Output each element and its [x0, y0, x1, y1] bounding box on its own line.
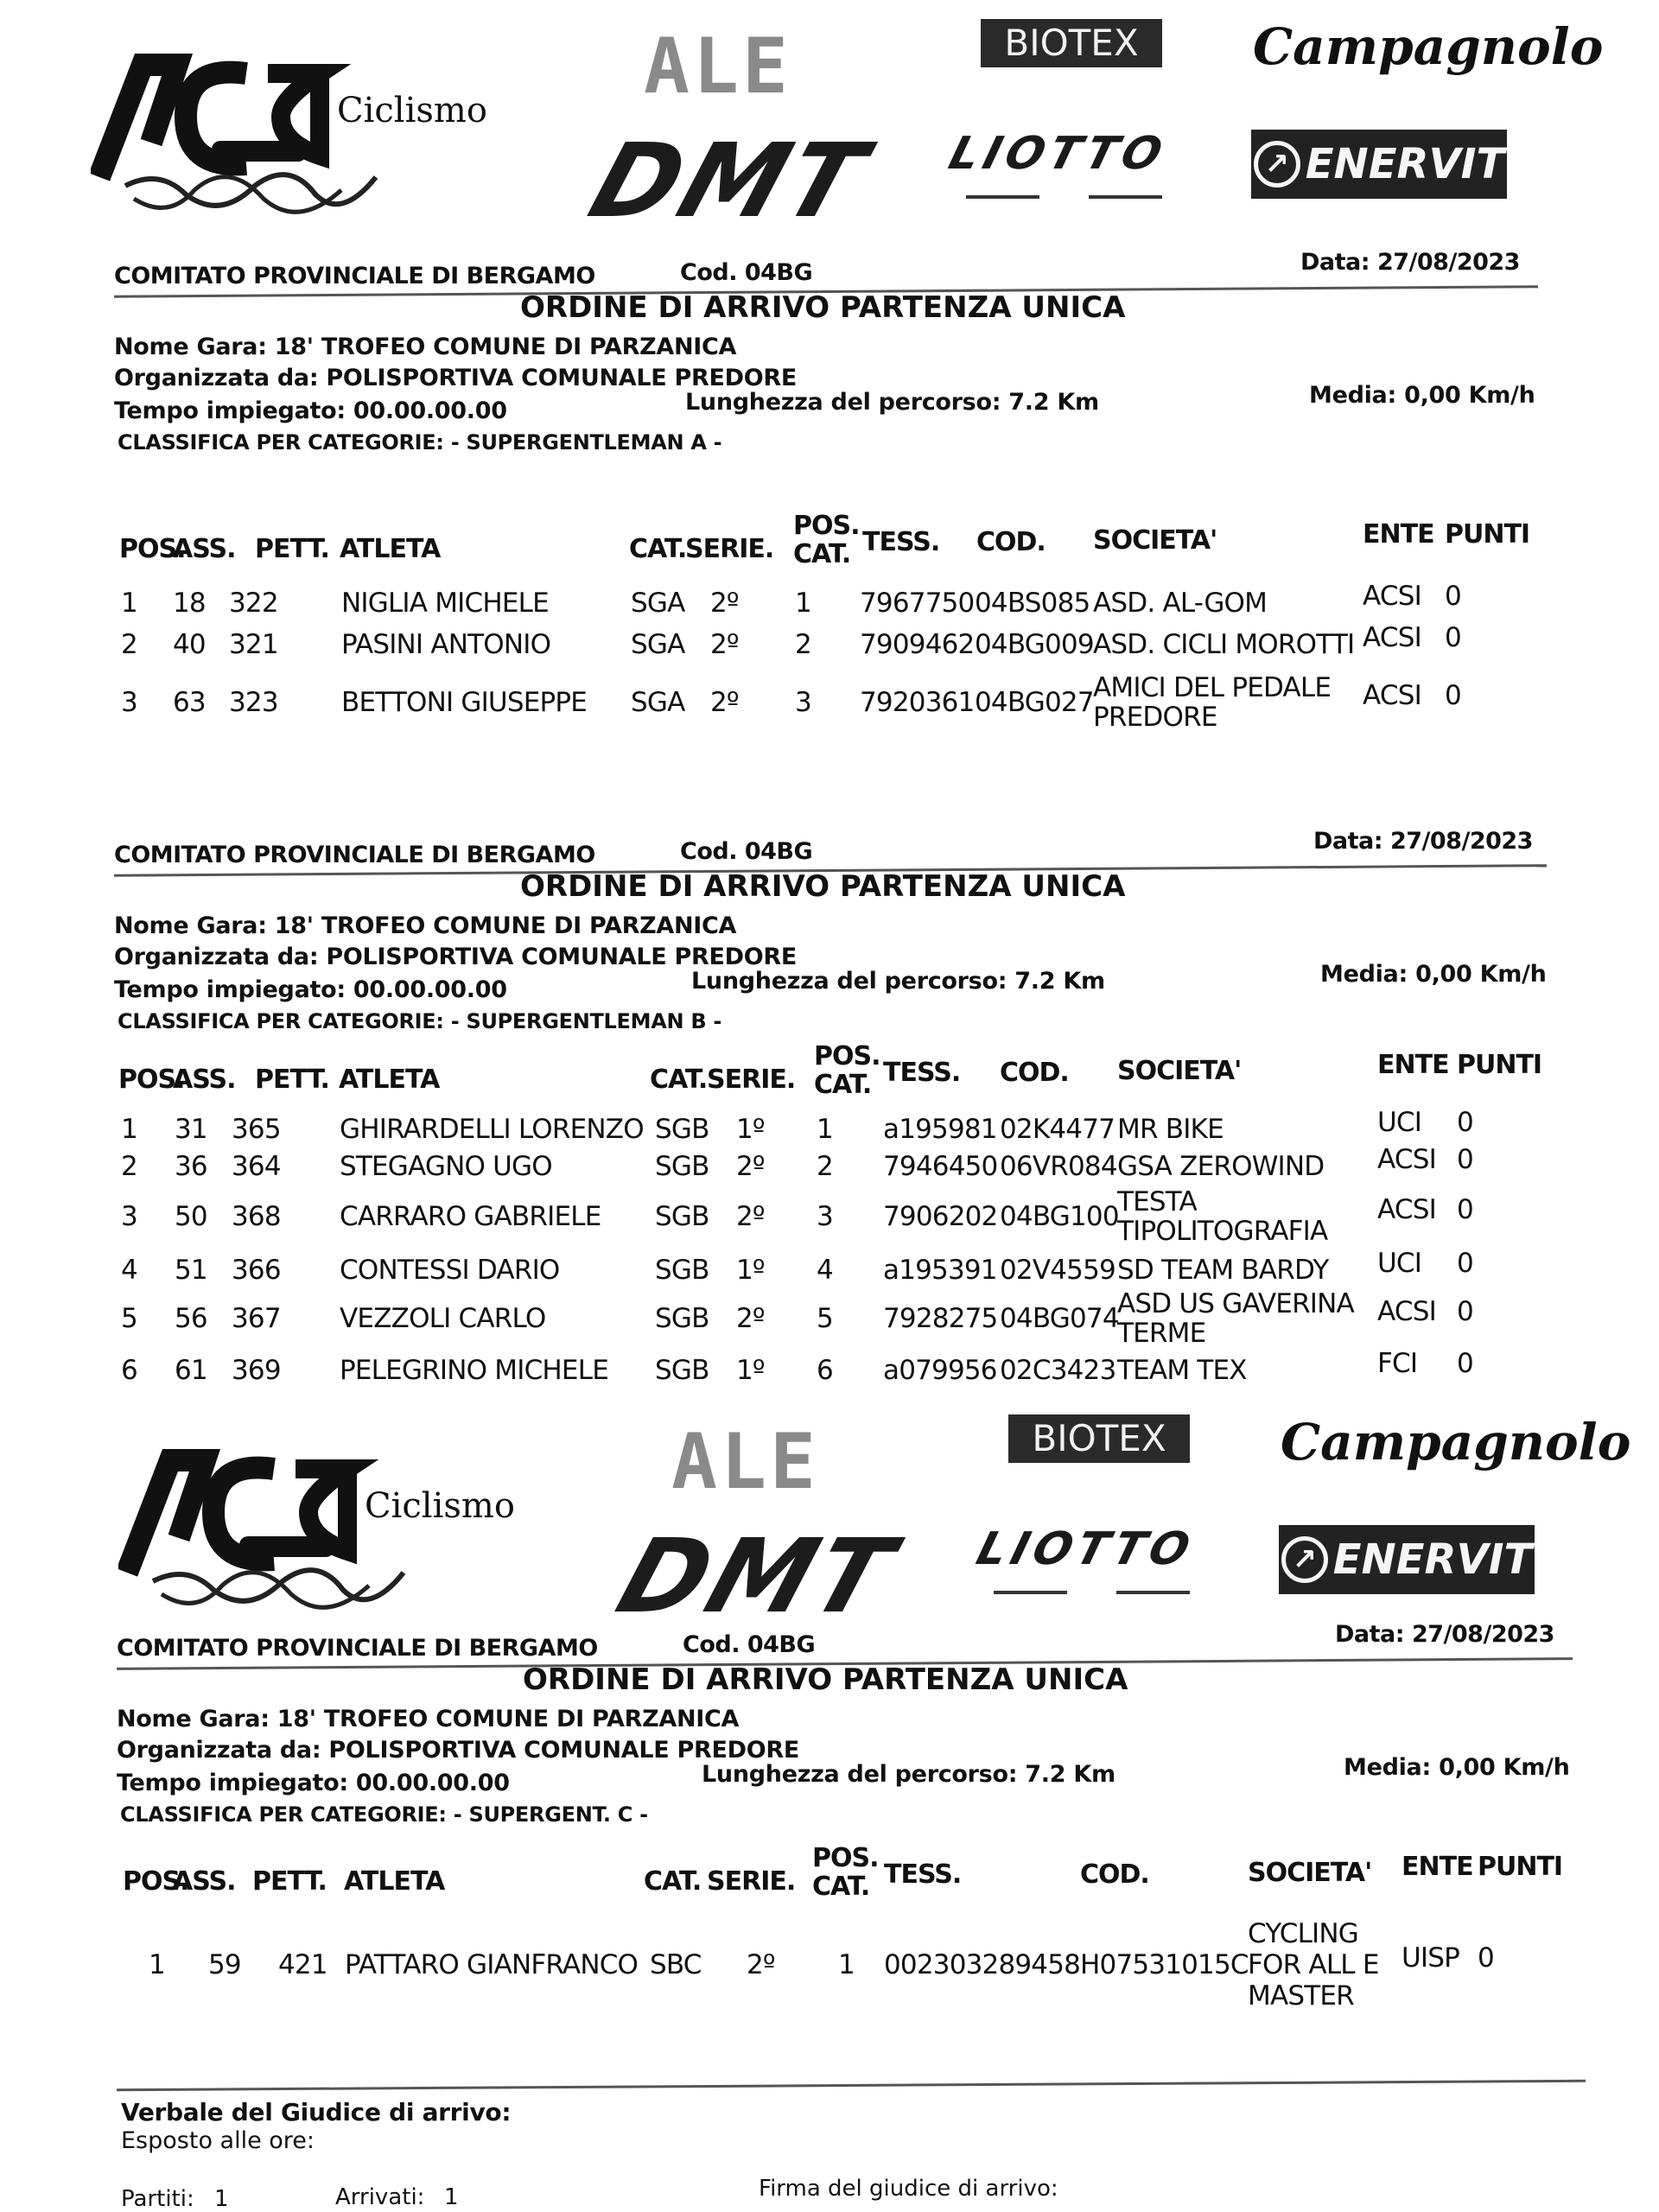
cell-punti: 0 [1457, 1194, 1473, 1225]
col-pos-header: POS. [119, 534, 186, 564]
cell-poscat: 4 [817, 1255, 833, 1286]
col-ente-header: ENTE [1402, 1852, 1473, 1882]
cell-atleta: CONTESSI DARIO [340, 1255, 560, 1286]
col-ass-header: ASS. [173, 1065, 236, 1095]
cell-pett: 323 [229, 687, 278, 718]
cell-cod: 04BG009 [975, 629, 1094, 660]
col-atleta-header: ATLETA [339, 1065, 440, 1095]
biotex-text: BIOTEX [1004, 22, 1139, 64]
cell-punti: 0 [1457, 1107, 1473, 1138]
cell-ass: 51 [175, 1255, 207, 1286]
cell-societa: TIPOLITOGRAFIA [1117, 1216, 1328, 1247]
cell-tess: 7909462 [860, 629, 975, 660]
cell-serie: 1º [736, 1114, 765, 1145]
cell-serie: 2º [710, 687, 739, 718]
cell-ente: ACSI [1363, 581, 1421, 612]
cell-pett: 322 [229, 588, 278, 619]
cell-cat: SGB [655, 1114, 709, 1145]
lunghezza-percorso: Lunghezza del percorso: 7.2 Km [685, 389, 1099, 416]
cell-tess: 7967750 [860, 588, 975, 619]
cell-pett: 364 [232, 1151, 281, 1182]
nome-gara: Nome Gara: 18' TROFEO COMUNE DI PARZANICA [117, 1706, 740, 1732]
col-cat-header: CAT. [629, 534, 687, 564]
col-punti-header: PUNTI [1478, 1852, 1563, 1882]
cell-cod: H07531015C [1080, 1949, 1249, 1980]
col-poscat-header-line1: POS. [814, 1041, 880, 1071]
media: Media: 0,00 Km/h [1309, 382, 1535, 409]
cell-cod: 04BG027 [975, 687, 1094, 718]
comitato-label: COMITATO PROVINCIALE DI BERGAMO [117, 1635, 598, 1662]
cell-societa: TEAM TEX [1117, 1355, 1247, 1386]
col-tess-header: TESS. [883, 1058, 961, 1088]
cell-pett: 369 [232, 1355, 281, 1386]
verbale-label: Verbale del Giudice di arrivo: [121, 2098, 512, 2126]
cell-societa: AMICI DEL PEDALE [1093, 672, 1332, 703]
cell-societa: MASTER [1248, 1980, 1354, 2012]
data-label: Data: 27/08/2023 [1313, 828, 1533, 855]
cell-ass: 56 [175, 1303, 207, 1334]
col-poscat-header-line2: CAT. [793, 539, 851, 569]
cell-ass: 50 [175, 1201, 207, 1232]
cell-pos: 2 [121, 629, 137, 660]
comitato-label: COMITATO PROVINCIALE DI BERGAMO [114, 263, 595, 289]
liotto-text: LIOTTO [970, 1523, 1201, 1575]
enervit-logo [1279, 1525, 1535, 1594]
cell-societa: ASD. CICLI MOROTTI [1093, 629, 1355, 660]
cell-cod: 02V4559 [1000, 1255, 1116, 1286]
tempo-impiegato: Tempo impiegato: 00.00.00.00 [114, 397, 507, 424]
cell-ente: UCI [1377, 1107, 1422, 1138]
cell-societa: ASD. AL-GOM [1093, 588, 1268, 619]
cell-ass: 40 [173, 629, 206, 660]
cell-atleta: GHIRARDELLI LORENZO [340, 1114, 644, 1145]
cell-ass: 59 [208, 1949, 241, 1980]
cell-cat: SGB [655, 1355, 709, 1386]
cell-poscat: 1 [795, 588, 811, 619]
cod-label: Cod. 04BG [680, 838, 813, 865]
cell-poscat: 6 [817, 1355, 833, 1386]
cell-pett: 365 [232, 1114, 281, 1145]
col-cat-header: CAT. [644, 1866, 702, 1897]
cell-punti: 0 [1445, 581, 1461, 612]
col-cod-header: COD. [1000, 1058, 1069, 1088]
esposto-label: Esposto alle ore: [121, 2127, 315, 2154]
cell-atleta: STEGAGNO UGO [340, 1151, 552, 1182]
cell-ass: 63 [173, 687, 206, 718]
cell-atleta: PASINI ANTONIO [341, 629, 551, 660]
cell-societa: TESTA [1117, 1186, 1197, 1217]
cell-poscat: 1 [817, 1114, 833, 1145]
col-cod-header: COD. [1080, 1859, 1149, 1890]
page-title: ORDINE DI ARRIVO PARTENZA UNICA [520, 869, 1126, 904]
col-tess-header: TESS. [862, 527, 940, 557]
cell-pett: 321 [229, 629, 278, 660]
campagnolo-logo: Campagnolo [1281, 1413, 1631, 1471]
col-serie-header: SERIE. [707, 1866, 796, 1897]
cell-cat: SGA [631, 588, 685, 619]
cell-tess: 7906202 [883, 1201, 998, 1232]
cell-atleta: CARRARO GABRIELE [340, 1201, 601, 1232]
organizzata-da: Organizzata da: POLISPORTIVA COMUNALE PREDORE [114, 944, 798, 970]
liotto-logo [970, 1523, 1229, 1575]
col-poscat-header-line1: POS. [793, 511, 860, 541]
col-pett-header: PETT. [255, 1065, 329, 1095]
liotto-text: LIOTTO [943, 128, 1173, 180]
arrivati-label: Arrivati: [335, 2184, 425, 2210]
col-pos-header: POS. [118, 1065, 185, 1095]
page-title: ORDINE DI ARRIVO PARTENZA UNICA [520, 290, 1126, 325]
partiti-label: Partiti: [121, 2186, 194, 2212]
cell-poscat: 2 [817, 1151, 833, 1182]
acsi-logo [91, 48, 523, 220]
cell-punti: 0 [1445, 622, 1461, 653]
cell-poscat: 3 [795, 687, 811, 718]
col-serie-header: SERIE. [685, 534, 774, 564]
organizzata-da: Organizzata da: POLISPORTIVA COMUNALE PREDORE [114, 365, 798, 391]
data-label: Data: 27/08/2023 [1300, 249, 1520, 276]
cell-cod: 02C3423 [1000, 1355, 1116, 1386]
partiti-value: 1 [214, 2186, 229, 2212]
col-punti-header: PUNTI [1457, 1050, 1542, 1080]
acsi-ciclismo-text: Ciclismo [365, 1486, 515, 1526]
cell-pos: 1 [121, 1114, 137, 1145]
cell-societa: TERME [1117, 1318, 1206, 1349]
col-poscat-header-line2: CAT. [812, 1872, 870, 1902]
cell-poscat: 2 [795, 629, 811, 660]
col-poscat-header-line1: POS. [812, 1843, 879, 1873]
cell-punti: 0 [1457, 1348, 1473, 1379]
enervit-arrow-icon: ↗ [1254, 141, 1300, 188]
nome-gara: Nome Gara: 18' TROFEO COMUNE DI PARZANICA [114, 334, 737, 360]
col-ass-header: ASS. [173, 534, 236, 564]
cell-pos: 1 [121, 588, 137, 619]
cell-ente: ACSI [1377, 1144, 1436, 1175]
cell-atleta: PELEGRINO MICHELE [340, 1355, 608, 1386]
cell-societa: ASD US GAVERINA [1117, 1288, 1354, 1319]
col-societa-header: SOCIETA' [1093, 525, 1217, 556]
cell-ass: 31 [175, 1114, 207, 1145]
cell-ass: 61 [175, 1355, 207, 1386]
cell-cat: SGB [655, 1201, 709, 1232]
col-tess-header: TESS. [884, 1859, 962, 1890]
col-ass-header: ASS. [173, 1866, 236, 1897]
enervit-arrow-icon: ↗ [1281, 1536, 1328, 1583]
cell-poscat: 5 [817, 1303, 833, 1334]
firma-label: Firma del giudice di arrivo: [759, 2176, 1058, 2202]
dmt-logo: DMT [604, 1516, 910, 1636]
cell-tess: 7920361 [860, 687, 975, 718]
cell-societa: SD TEAM BARDY [1117, 1255, 1329, 1286]
cell-serie: 1º [736, 1355, 765, 1386]
cell-atleta: VEZZOLI CARLO [340, 1303, 546, 1334]
cell-serie: 2º [736, 1151, 765, 1182]
cell-punti: 0 [1478, 1942, 1494, 1974]
dmt-logo: DMT [576, 121, 882, 240]
col-atleta-header: ATLETA [340, 534, 441, 564]
cell-tess: 002303289458 [884, 1949, 1081, 1980]
arrivati-value: 1 [444, 2184, 459, 2210]
col-ente-header: ENTE [1363, 519, 1434, 550]
comitato-label: COMITATO PROVINCIALE DI BERGAMO [114, 842, 595, 868]
cell-ente: ACSI [1363, 680, 1421, 711]
col-societa-header: SOCIETA' [1248, 1858, 1372, 1888]
cell-ente: UISP [1402, 1942, 1460, 1974]
cell-serie: 1º [736, 1255, 765, 1286]
col-pett-header: PETT. [252, 1866, 327, 1897]
cell-atleta: NIGLIA MICHELE [341, 588, 549, 619]
cell-pos: 2 [121, 1151, 137, 1182]
cell-cod: 06VR084 [1000, 1151, 1117, 1182]
cell-cod: 04BG074 [1000, 1303, 1119, 1334]
cell-atleta: BETTONI GIUSEPPE [341, 687, 588, 718]
cell-tess: a079956 [883, 1355, 997, 1386]
cell-cod: 04BG100 [1000, 1201, 1119, 1232]
data-label: Data: 27/08/2023 [1335, 1621, 1554, 1648]
cell-cod: 02K4477 [1000, 1114, 1116, 1145]
cell-tess: a195391 [883, 1255, 997, 1286]
col-poscat-header-line2: CAT. [814, 1070, 872, 1100]
cell-ente: UCI [1377, 1248, 1422, 1279]
col-pos-header: POS. [123, 1866, 189, 1897]
organizzata-da: Organizzata da: POLISPORTIVA COMUNALE PREDORE [117, 1737, 800, 1764]
cell-pos: 4 [121, 1255, 137, 1286]
cell-societa: PREDORE [1093, 702, 1217, 733]
cell-ente: ACSI [1377, 1194, 1436, 1225]
cell-pos: 6 [121, 1355, 137, 1386]
cell-ente: ACSI [1363, 622, 1421, 653]
lunghezza-percorso: Lunghezza del percorso: 7.2 Km [702, 1761, 1116, 1788]
cell-serie: 2º [747, 1949, 775, 1980]
col-punti-header: PUNTI [1445, 519, 1530, 550]
cod-label: Cod. 04BG [680, 259, 813, 286]
cell-societa: FOR ALL E [1248, 1949, 1379, 1980]
cell-serie: 2º [736, 1201, 765, 1232]
cell-tess: a195981 [883, 1114, 997, 1145]
page-title: ORDINE DI ARRIVO PARTENZA UNICA [523, 1662, 1128, 1697]
col-serie-header: SERIE. [707, 1065, 796, 1095]
media: Media: 0,00 Km/h [1320, 961, 1547, 988]
cell-pett: 366 [232, 1255, 281, 1286]
cell-tess: 7928275 [883, 1303, 998, 1334]
cell-pos: 3 [121, 1201, 137, 1232]
cell-ente: ACSI [1377, 1296, 1436, 1327]
cell-punti: 0 [1457, 1144, 1473, 1175]
cell-cat: SGA [631, 629, 685, 660]
cell-pos: 3 [121, 687, 137, 718]
footer-divider [117, 2080, 1586, 2091]
tempo-impiegato: Tempo impiegato: 00.00.00.00 [117, 1770, 510, 1796]
lunghezza-percorso: Lunghezza del percorso: 7.2 Km [691, 968, 1105, 995]
classifica-categoria: CLASSIFICA PER CATEGORIE: - SUPERGENT. C - [120, 1802, 648, 1827]
cell-cat: SGA [631, 687, 685, 718]
cell-societa: CYCLING [1248, 1918, 1359, 1949]
biotex-text: BIOTEX [1032, 1417, 1166, 1459]
cell-pett: 368 [232, 1201, 281, 1232]
col-societa-header: SOCIETA' [1117, 1056, 1242, 1086]
cell-cat: SBC [650, 1949, 702, 1980]
cell-ass: 36 [175, 1151, 207, 1182]
enervit-text: ENERVIT [1305, 140, 1505, 188]
cell-ente: FCI [1377, 1348, 1418, 1379]
campagnolo-logo: Campagnolo [1253, 17, 1604, 76]
acsi-logo [118, 1443, 550, 1616]
col-cat-header: CAT. [650, 1065, 708, 1095]
cell-cat: SGB [655, 1151, 709, 1182]
cell-cat: SGB [655, 1255, 709, 1286]
tempo-impiegato: Tempo impiegato: 00.00.00.00 [114, 976, 507, 1003]
nome-gara: Nome Gara: 18' TROFEO COMUNE DI PARZANICA [114, 912, 737, 939]
cell-cat: SGB [655, 1303, 709, 1334]
col-ente-header: ENTE [1377, 1050, 1449, 1080]
ale-logo: ALE [644, 22, 791, 111]
cell-pett: 421 [278, 1949, 327, 1980]
cell-tess: 7946450 [883, 1151, 998, 1182]
cell-pett: 367 [232, 1303, 281, 1334]
media: Media: 0,00 Km/h [1344, 1754, 1570, 1781]
col-cod-header: COD. [976, 527, 1046, 557]
cell-punti: 0 [1457, 1296, 1473, 1327]
cell-poscat: 3 [817, 1201, 833, 1232]
cell-pos: 5 [121, 1303, 137, 1334]
acsi-ciclismo-text: Ciclismo [337, 91, 487, 130]
cell-societa: GSA ZEROWIND [1117, 1151, 1325, 1182]
enervit-text: ENERVIT [1332, 1535, 1533, 1584]
ale-logo: ALE [671, 1417, 819, 1506]
cell-poscat: 1 [838, 1949, 855, 1980]
col-atleta-header: ATLETA [344, 1866, 445, 1897]
cod-label: Cod. 04BG [683, 1631, 816, 1658]
cell-punti: 0 [1445, 680, 1461, 711]
cell-atleta: PATTARO GIANFRANCO [345, 1949, 639, 1980]
cell-cod: 04BS085 [975, 588, 1090, 619]
biotex-logo [981, 19, 1162, 67]
biotex-logo [1008, 1414, 1190, 1463]
cell-societa: MR BIKE [1117, 1114, 1224, 1145]
cell-serie: 2º [710, 588, 739, 619]
classifica-categoria: CLASSIFICA PER CATEGORIE: - SUPERGENTLEMAN B - [118, 1009, 722, 1033]
cell-ass: 18 [173, 588, 206, 619]
liotto-logo [943, 128, 1201, 180]
col-pett-header: PETT. [255, 534, 329, 564]
enervit-logo [1251, 130, 1507, 199]
cell-punti: 0 [1457, 1248, 1473, 1279]
cell-pos: 1 [149, 1949, 165, 1980]
cell-serie: 2º [736, 1303, 765, 1334]
cell-serie: 2º [710, 629, 739, 660]
classifica-categoria: CLASSIFICA PER CATEGORIE: - SUPERGENTLEMAN A - [118, 430, 722, 454]
